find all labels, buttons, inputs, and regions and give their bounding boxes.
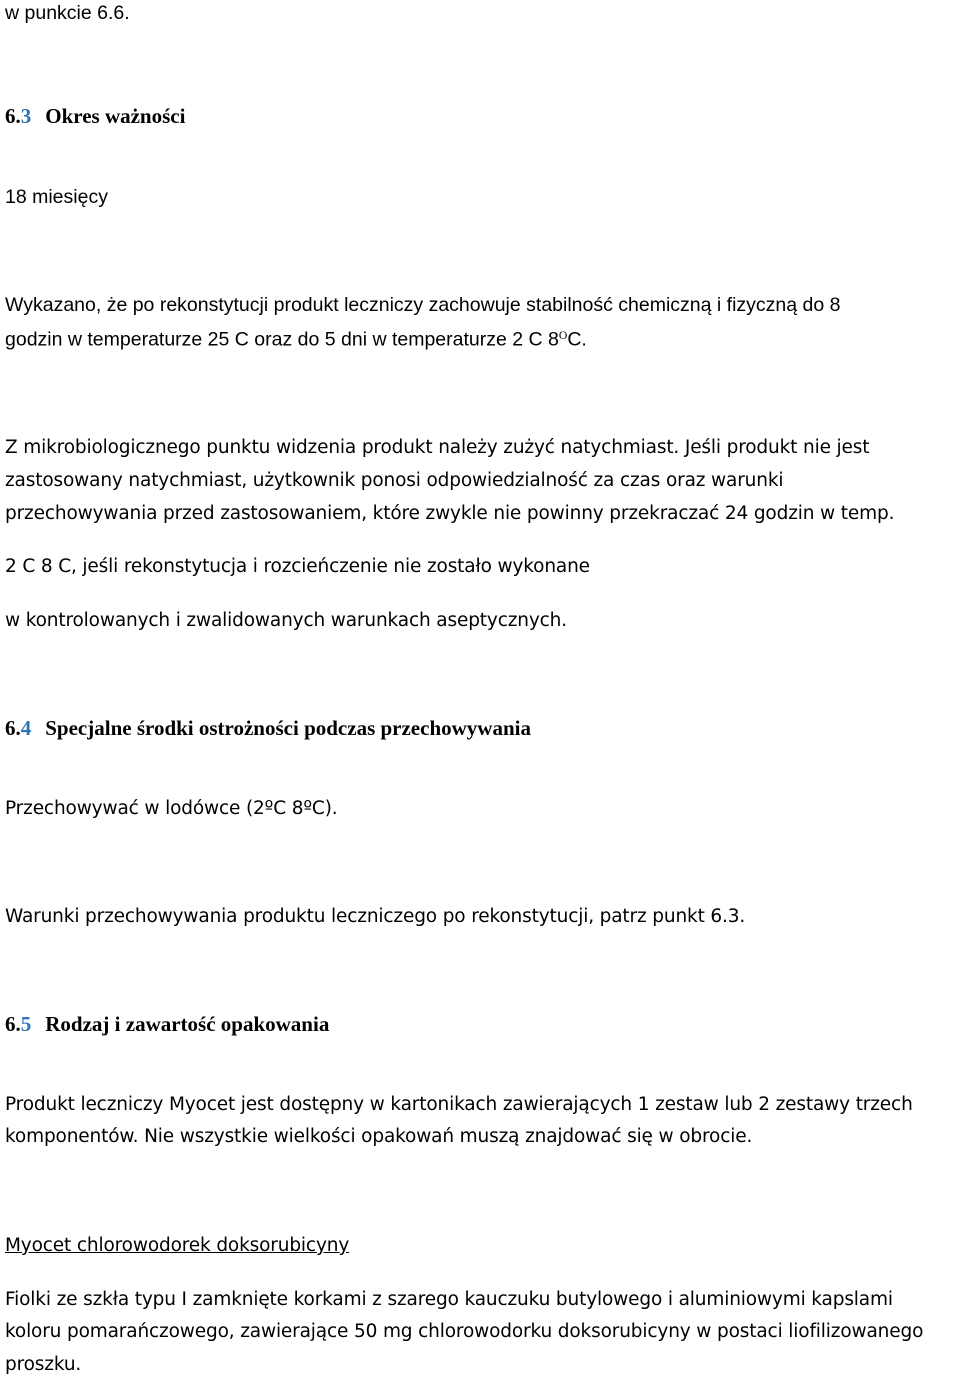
storage-reference: Warunki przechowywania produktu leczniczego po rekonstytucji, patrz punkt 6.3.: [5, 906, 746, 927]
paragraph-line: przechowywania przed zastosowaniem, które zwykle nie powinny przekraczać 24 godzin w temp.: [5, 503, 895, 524]
intro-tail-text: w punkcie 6.6.: [5, 2, 130, 24]
paragraph-line: Wykazano, że po rekonstytucji produkt leczniczy zachowuje stabilność chemiczną i fizyczną do 8: [5, 294, 841, 316]
paragraph-line: Fiolki ze szkła typu I zamknięte korkami z szarego kauczuku butylowego i aluminiowymi kapslami: [5, 1289, 893, 1310]
section-title: Specjalne środki ostrożności podczas przechowywania: [45, 716, 531, 740]
section-number: 6.4: [5, 716, 32, 740]
paragraph-line: proszku.: [5, 1354, 82, 1375]
paragraph-line: komponentów. Nie wszystkie wielkości opakowań muszą znajdować się w obrocie.: [5, 1126, 753, 1147]
paragraph-line: godzin w temperaturze 25 C oraz do 5 dni w temperaturze 2 C $8^OC$.: [5, 328, 587, 351]
paragraph-line: zastosowany natychmiast, użytkownik ponosi odpowiedzialność za czas oraz warunki: [5, 470, 784, 491]
shelf-life-value: 18 miesięcy: [5, 186, 108, 208]
paragraph-line: Z mikrobiologicznego punktu widzenia produkt należy zużyć natychmiast. Jeśli produkt nie jest: [5, 437, 870, 458]
section-heading-6-3: [5, 106, 185, 128]
section-number: 6.5: [5, 1012, 32, 1036]
paragraph-line: koloru pomarańczowego, zawierające 50 mg chlorowodorku doksorubicyny w postaci liofilizowanego: [5, 1321, 924, 1342]
product-subheading: Myocet chlorowodorek doksorubicyny: [5, 1235, 350, 1256]
section-heading-6-4: [5, 718, 531, 740]
paragraph-line: 2 C 8 C, jeśli rekonstytucja i rozcieńczenie nie zostało wykonane: [5, 556, 590, 577]
paragraph-line: w kontrolowanych i zwalidowanych warunkach aseptycznych.: [5, 610, 567, 631]
section-heading-6-5: [5, 1014, 329, 1036]
degree-sup: O: [558, 329, 568, 342]
section-title: Rodzaj i zawartość opakowania: [45, 1012, 330, 1036]
paragraph-line: Produkt leczniczy Myocet jest dostępny w kartonikach zawierających 1 zestaw lub 2 zestawy trzech: [5, 1094, 913, 1115]
section-number: 6.3: [5, 104, 32, 128]
storage-instruction: Przechowywać w lodówce (2ºC 8ºC).: [5, 798, 338, 819]
section-title: Okres ważności: [45, 104, 186, 128]
